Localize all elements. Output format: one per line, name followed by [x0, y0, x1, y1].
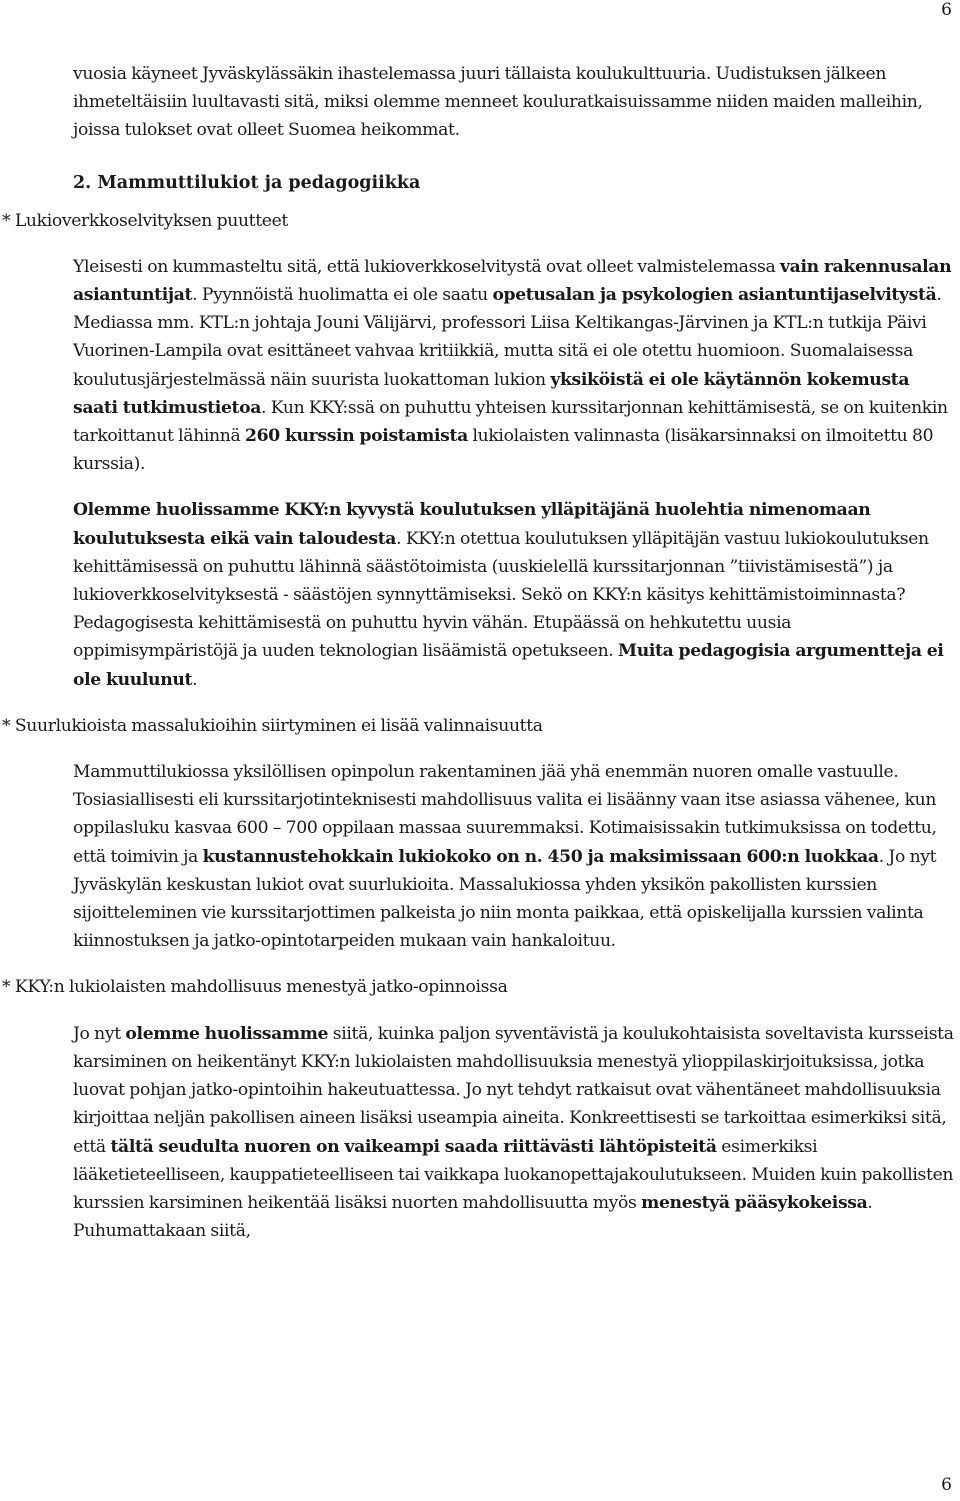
emphasis-text: olemme huolissamme [125, 1023, 329, 1044]
emphasis-text: 260 kurssin poistamista [245, 426, 468, 447]
body-paragraph [0, 1020, 960, 1246]
text-run: Mammuttilukiossa yksilöllisen opinpolun rakentaminen jää yhä enemmän nuoren omalle vastuulle. Tosiasiallisesti eli kurssitarjotinteknisesti mahdollisuus valita ei lisäänny vaan itse asiassa vähenee, kun oppilasluku kasvaa 600 – 700 oppilaan massaa suuremmaksi. Kotimaisissakin tutkimuksissa on todettu, että toimivin ja [73, 762, 937, 867]
text-run: Jo nyt [73, 1023, 126, 1044]
text-run: . Kun KKY:ssä on puhuttu yhteisen kurssitarjonnan kehittämisestä, se on kuitenkin tarkoittanut lähinnä [73, 397, 948, 447]
emphasis-text: tältä seudulta nuoren on vaikeampi saada riittävästi lähtöpisteitä [110, 1136, 717, 1157]
section-heading: 2. Mammuttilukiot ja pedagogiikka [73, 172, 421, 193]
emphasis-text: opetusalan ja psykologien asiantuntijaselvitystä [492, 285, 937, 306]
text-run: . Puhumattakaan siitä, [73, 1192, 873, 1242]
text-run: . Jo nyt Jyväskylän keskustan lukiot ovat suurlukioita. Massalukiossa yhden yksikön pakollisten kurssien sijoitteleminen vie kurssitarjottimen palkeista jo niin monta paikkaa, että opiskelijalla kurssien valinta kiinnostuksen ja jatko-opintotarpeiden mukaan vain hankaloituu. [73, 846, 937, 952]
page-number-top: 6 [941, 0, 952, 20]
subsection-title: * Suurlukioista massalukioihin siirtyminen ei lisää valinnaisuutta [2, 715, 543, 736]
emphasis-text: vain rakennusalan asiantuntijat [73, 256, 952, 306]
text-run: . Pyynnöistä huolimatta ei ole saatu [192, 285, 493, 306]
body-paragraph [0, 758, 960, 955]
emphasis-text: kustannustehokkain lukiokoko on n. 450 ja maksimissaan 600:n luokkaa [202, 846, 879, 867]
emphasis-text: menestyä pääsykokeissa [641, 1192, 868, 1213]
body-paragraph [0, 496, 960, 693]
subsection-title: * KKY:n lukiolaisten mahdollisuus menestyä jatko-opinnoissa [2, 977, 508, 998]
text-run: . Mediassa mm. KTL:n johtaja Jouni Välijärvi, professori Liisa Keltikangas-Järvinen ja KTL:n tutkija Päivi Vuorinen-Lampila ovat esittäneet vahvaa kritiikkiä, mutta sitä ei ole otettu huomioon. Suomalaisessa koulutusjärjestelmässä näin suurista luokattoman lukion [73, 285, 942, 390]
document-body [0, 60, 960, 1245]
intro-paragraph: vuosia käyneet Jyväskylässäkin ihastelemassa juuri tällaista koulukulttuuria. Uudistuksen jälkeen ihmeteltäisiin luultavasti sitä, miksi olemme menneet kouluratkaisuissamme niiden maiden malleihin, joissa tulokset ovat olleet Suomea heikommat. [73, 64, 923, 141]
emphasis-text: yksiköistä ei ole käytännön kokemusta saati tutkimustietoa [73, 369, 910, 418]
subsection-title: * Lukioverkkoselvityksen puutteet [2, 210, 288, 231]
emphasis-text: Olemme huolissamme KKY:n kyvystä koulutuksen ylläpitäjänä huolehtia nimenomaan koulutuksesta eikä vain taloudesta [73, 500, 871, 549]
page-number-bottom: 6 [941, 1475, 952, 1495]
body-paragraph [0, 253, 960, 479]
text-run: . KKY:n otettua koulutuksen ylläpitäjän vastuu lukiokoulutuksen kehittämisessä on puhuttu lähinnä säästötoimista (uuskielellä kurssitarjonnan ”tiivistämisestä”) ja lukioverkkoselvityksestä - säästöjen synnyttämiseksi. Sekö on KKY:n käsitys kehittämistoiminnasta? Pedagogisesta kehittämisestä on puhuttu hyvin vähän. Etupäässä on hehkutettu uusia oppimisympäristöjä ja uuden teknologian lisäämistä opetukseen. [73, 528, 929, 662]
text-run: siitä, kuinka paljon syventävistä ja koulukohtaisista soveltavista kursseista karsiminen on heikentänyt KKY:n lukiolaisten mahdollisuuksia menestyä ylioppilaskirjoituksissa, jotka luovat pohjan jatko-opintoihin hakeutuattessa. Jo nyt tehdyt ratkaisut ovat vähentäneet mahdollisuuksia kirjoittaa neljän pakollisen aineen lisäksi useampia aineita. Konkreettisesti se tarkoittaa esimerkiksi sitä, että [73, 1023, 954, 1157]
text-run: . [192, 669, 198, 690]
text-run: Yleisesti on kummasteltu sitä, että lukioverkkoselvitystä ovat olleet valmistelemassa [73, 256, 781, 277]
emphasis-text: Muita pedagogisia argumentteja ei ole kuulunut [73, 641, 944, 690]
text-run: esimerkiksi lääketieteelliseen, kauppatieteelliseen tai vaikkapa luokanopettajakoulutukseen. Muiden kuin pakollisten kurssien karsiminen heikentää lisäksi nuorten mahdollisuutta myös [73, 1136, 954, 1213]
text-run: lukiolaisten valinnasta (lisäkarsinnaksi on ilmoitettu 80 kurssia). [73, 426, 934, 475]
